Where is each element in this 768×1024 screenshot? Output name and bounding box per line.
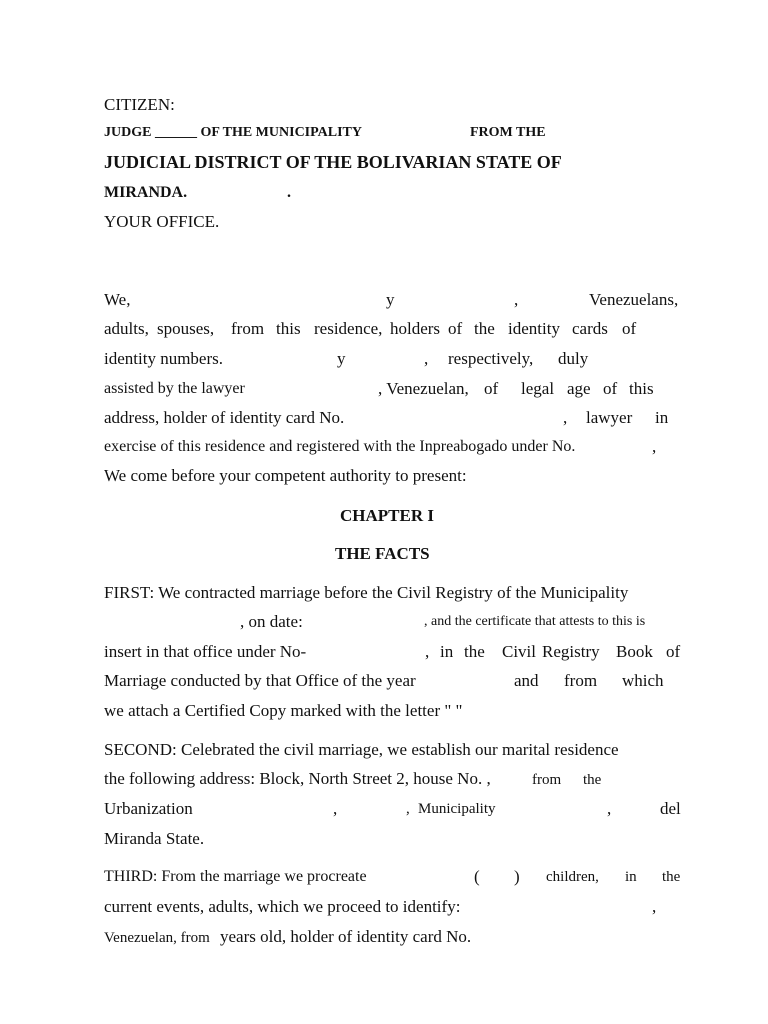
word: from bbox=[231, 319, 265, 338]
word: spouses, bbox=[157, 319, 215, 338]
third-identify: current events, adults, which we proceed to identify: bbox=[104, 897, 461, 916]
from-the-text: FROM THE bbox=[470, 125, 546, 140]
chapter-subtitle: THE FACTS bbox=[335, 544, 430, 563]
identity-numbers-text: identity numbers. bbox=[104, 349, 223, 368]
first-certificate: , and the certificate that attests to this is bbox=[424, 614, 646, 629]
word: the bbox=[464, 642, 485, 661]
municipality-text: Municipality bbox=[418, 801, 496, 817]
urbanization-text: Urbanization bbox=[104, 799, 193, 818]
word-the: the bbox=[662, 869, 681, 885]
word: of bbox=[448, 319, 463, 338]
word: Civil bbox=[502, 642, 537, 661]
miranda-state-text: Miranda State. bbox=[104, 829, 205, 848]
word: adults, bbox=[104, 319, 149, 338]
word: holders bbox=[390, 319, 441, 338]
intro-comma-2: , bbox=[424, 349, 429, 368]
close-paren: ) bbox=[514, 867, 520, 886]
second-comma-1: , bbox=[333, 799, 338, 818]
word-del: del bbox=[660, 799, 681, 818]
intro-comma-4: , bbox=[652, 437, 657, 456]
word-in: in bbox=[655, 408, 669, 427]
inpreabogado-text: exercise of this residence and registered with the Inpreabogado under No. bbox=[104, 438, 576, 455]
word-legal: legal bbox=[521, 379, 555, 398]
intro-comma: , bbox=[514, 290, 519, 309]
word-age: age bbox=[567, 379, 591, 398]
first-line-1: FIRST: We contracted marriage before the Civil Registry of the Municipality bbox=[104, 583, 629, 602]
addressee-label: CITIZEN: bbox=[104, 95, 175, 114]
intro-comma-3: , bbox=[563, 408, 568, 427]
word: cards bbox=[572, 319, 608, 338]
miranda-text: MIRANDA. bbox=[104, 184, 188, 201]
second-line-1: SECOND: Celebrated the civil marriage, we establish our marital residence bbox=[104, 740, 619, 759]
intro-y-2: y bbox=[337, 349, 346, 368]
third-years-old: years old, holder of identity card No. bbox=[220, 927, 472, 946]
first-on-date: , on date: bbox=[240, 612, 303, 631]
children-text: children, bbox=[546, 869, 599, 885]
word: Book bbox=[616, 642, 653, 661]
first-certified-copy: we attach a Certified Copy marked with the letter " " bbox=[104, 701, 463, 720]
first-marriage-conducted: Marriage conducted by that Office of the year bbox=[104, 671, 416, 690]
word: of bbox=[666, 642, 681, 661]
word-this: this bbox=[629, 379, 654, 398]
duly-text: duly bbox=[558, 349, 589, 368]
chapter-title: CHAPTER I bbox=[340, 506, 434, 525]
second-the: the bbox=[583, 772, 602, 788]
address-holder-text: address, holder of identity card No. bbox=[104, 408, 345, 427]
word-in-2: in bbox=[625, 869, 637, 885]
open-paren: ( bbox=[474, 867, 480, 886]
word: Registry bbox=[542, 642, 600, 661]
intro-venezuelans: Venezuelans, bbox=[589, 290, 679, 309]
word: this bbox=[276, 319, 301, 338]
judicial-district-line: JUDICIAL DISTRICT OF THE BOLIVARIAN STATE OF bbox=[104, 152, 562, 172]
second-address: the following address: Block, North Street 2, house No. , bbox=[104, 769, 491, 788]
first-comma: , bbox=[425, 642, 430, 661]
word: residence, bbox=[314, 319, 383, 338]
your-office-text: YOUR OFFICE. bbox=[104, 212, 220, 231]
third-comma: , bbox=[652, 897, 657, 916]
word-of-2: of bbox=[603, 379, 618, 398]
come-before-text: We come before your competent authority to present: bbox=[104, 466, 467, 485]
venezuelan-text: , Venezuelan, bbox=[378, 379, 469, 398]
lawyer-text: lawyer bbox=[586, 408, 633, 427]
assisted-by-text: assisted by the lawyer bbox=[104, 380, 245, 397]
word-and: and bbox=[514, 671, 539, 690]
word: identity bbox=[508, 319, 560, 338]
word: of bbox=[622, 319, 637, 338]
intro-we: We, bbox=[104, 290, 131, 309]
intro-y: y bbox=[386, 290, 395, 309]
third-procreate: THIRD: From the marriage we procreate bbox=[104, 868, 367, 885]
word: in bbox=[440, 642, 454, 661]
miranda-dot: . bbox=[287, 184, 291, 201]
second-from: from bbox=[532, 772, 562, 788]
word-from: from bbox=[564, 671, 598, 690]
word-which: which bbox=[622, 671, 664, 690]
second-comma-3: , bbox=[607, 799, 612, 818]
first-insert: insert in that office under No- bbox=[104, 642, 307, 661]
second-comma-2: , bbox=[406, 801, 410, 817]
respectively-text: respectively, bbox=[448, 349, 534, 368]
judge-line: JUDGE ______ OF THE MUNICIPALITY bbox=[104, 125, 362, 140]
third-venezuelan: Venezuelan, from bbox=[104, 930, 210, 946]
word-of: of bbox=[484, 379, 499, 398]
word: the bbox=[474, 319, 495, 338]
